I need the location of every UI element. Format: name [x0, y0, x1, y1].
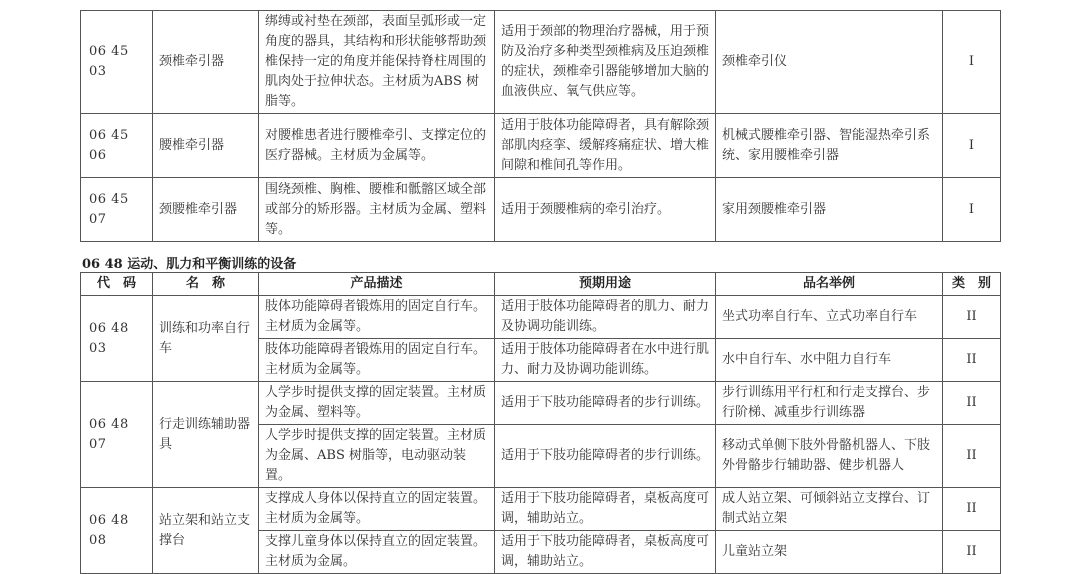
examples-cell: 儿童站立架: [716, 531, 943, 574]
training-devices-table: [80, 272, 1001, 574]
class-cell: II: [943, 531, 1001, 574]
examples-cell: 移动式单侧下肢外骨骼机器人、下肢外骨骼步行辅助器、健步机器人: [716, 425, 943, 488]
traction-devices-table: [80, 10, 1001, 242]
use-cell: 适用于下肢功能障碍者的步行训练。: [495, 425, 716, 488]
table-row: [81, 296, 1001, 339]
use-cell: 适用于下肢功能障碍者的步行训练。: [495, 382, 716, 425]
code-cell: 06 45 03: [81, 11, 153, 114]
examples-cell: 机械式腰椎牵引器、智能湿热牵引系统、家用腰椎牵引器: [716, 114, 943, 178]
section-title: 06 48 运动、肌力和平衡训练的设备: [82, 257, 297, 272]
desc-cell: 肢体功能障碍者锻炼用的固定自行车。主材质为金属等。: [259, 296, 495, 339]
table-row: [81, 178, 1001, 242]
table-row: [81, 114, 1001, 178]
class-cell: II: [943, 382, 1001, 425]
use-cell: 适用于颈腰椎病的牵引治疗。: [495, 178, 716, 242]
class-cell: II: [943, 488, 1001, 531]
use-cell: 适用于肢体功能障碍者在水中进行肌力、耐力及协调功能训练。: [495, 339, 716, 382]
class-cell: II: [943, 296, 1001, 339]
header-examples: 品名举例: [716, 273, 943, 296]
class-cell: I: [943, 11, 1001, 114]
desc-cell: 支撑成人身体以保持直立的固定装置。主材质为金属等。: [259, 488, 495, 531]
examples-cell: 步行训练用平行杠和行走支撑台、步行阶梯、减重步行训练器: [716, 382, 943, 425]
header-class: 类 别: [943, 273, 1001, 296]
header-row: [81, 273, 1001, 296]
name-cell: 颈椎牵引器: [153, 11, 259, 114]
desc-cell: 人学步时提供支撑的固定装置。主材质为金属、塑料等。: [259, 382, 495, 425]
name-cell: 颈腰椎牵引器: [153, 178, 259, 242]
table-row: [81, 382, 1001, 425]
class-cell: I: [943, 114, 1001, 178]
desc-cell: 绑缚或衬垫在颈部，表面呈弧形或一定角度的器具，其结构和形状能够帮助颈椎保持一定的角度并能保持脊柱周围的肌肉处于拉伸状态。主材质为ABS 树脂等。: [259, 11, 495, 114]
desc-cell: 支撑儿童身体以保持直立的固定装置。主材质为金属。: [259, 531, 495, 574]
code-cell: 06 45 07: [81, 178, 153, 242]
examples-cell: 家用颈腰椎牵引器: [716, 178, 943, 242]
use-cell: 适用于颈部的物理治疗器械，用于预防及治疗多种类型颈椎病及压迫颈椎的症状，颈椎牵引器能够增加大脑的血液供应、氧气供应等。: [495, 11, 716, 114]
header-desc: 产品描述: [259, 273, 495, 296]
use-cell: 适用于下肢功能障碍者，桌板高度可调，辅助站立。: [495, 488, 716, 531]
examples-cell: 成人站立架、可倾斜站立支撑台、订制式站立架: [716, 488, 943, 531]
use-cell: 适用于肢体功能障碍者，具有解除颈部肌肉痉挛、缓解疼痛症状、增大椎间隙和椎间孔等作用。: [495, 114, 716, 178]
name-cell: 行走训练辅助器具: [153, 382, 259, 488]
class-cell: II: [943, 339, 1001, 382]
class-cell: I: [943, 178, 1001, 242]
header-name: 名 称: [153, 273, 259, 296]
name-cell: 训练和功率自行车: [153, 296, 259, 382]
desc-cell: 围绕颈椎、胸椎、腰椎和骶髂区域全部或部分的矫形器。主材质为金属、塑料等。: [259, 178, 495, 242]
class-cell: II: [943, 425, 1001, 488]
examples-cell: 水中自行车、水中阻力自行车: [716, 339, 943, 382]
header-code: 代 码: [81, 273, 153, 296]
table-row: [81, 11, 1001, 114]
table-row: [81, 488, 1001, 531]
code-cell: 06 48 07: [81, 382, 153, 488]
desc-cell: 肢体功能障碍者锻炼用的固定自行车。主材质为金属等。: [259, 339, 495, 382]
code-cell: 06 48 08: [81, 488, 153, 574]
use-cell: 适用于肢体功能障碍者的肌力、耐力及协调功能训练。: [495, 296, 716, 339]
code-cell: 06 45 06: [81, 114, 153, 178]
use-cell: 适用于下肢功能障碍者，桌板高度可调，辅助站立。: [495, 531, 716, 574]
name-cell: 腰椎牵引器: [153, 114, 259, 178]
header-use: 预期用途: [495, 273, 716, 296]
desc-cell: 对腰椎患者进行腰椎牵引、支撑定位的医疗器械。主材质为金属等。: [259, 114, 495, 178]
examples-cell: 坐式功率自行车、立式功率自行车: [716, 296, 943, 339]
examples-cell: 颈椎牵引仪: [716, 11, 943, 114]
name-cell: 站立架和站立支撑台: [153, 488, 259, 574]
code-cell: 06 48 03: [81, 296, 153, 382]
desc-cell: 人学步时提供支撑的固定装置。主材质为金属、ABS 树脂等，电动驱动装置。: [259, 425, 495, 488]
